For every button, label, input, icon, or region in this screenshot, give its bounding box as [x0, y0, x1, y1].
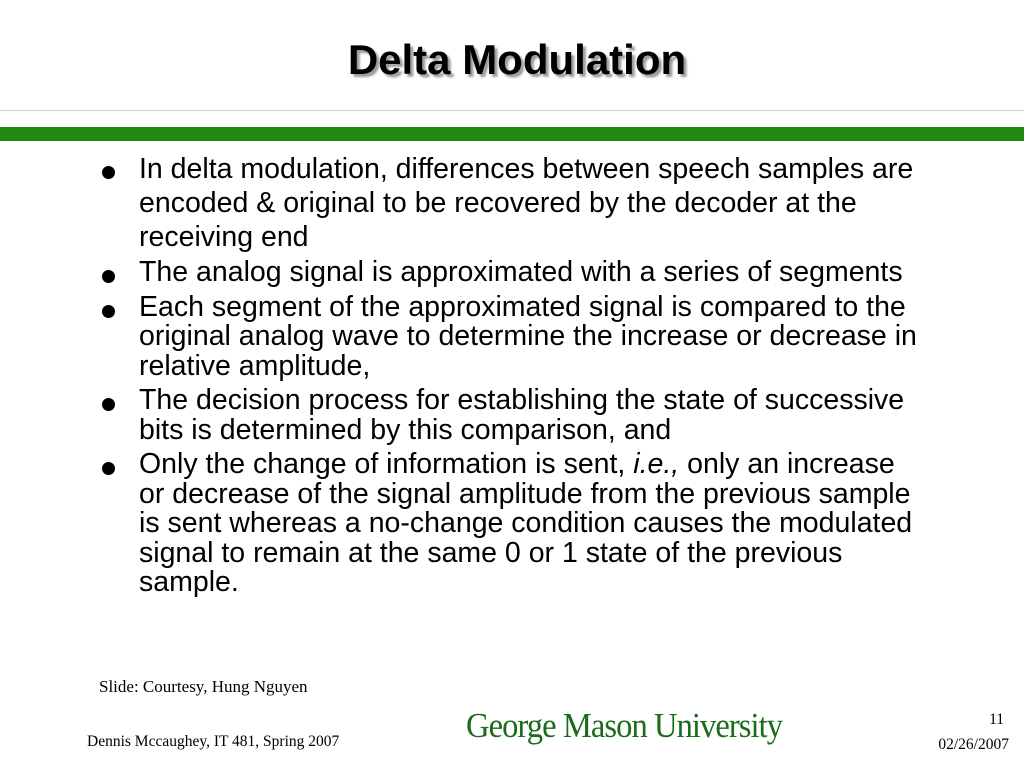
bullet-text-start: Only the change of information is sent, — [139, 448, 634, 480]
title-divider-bar — [0, 127, 1024, 141]
bullet-item — [96, 290, 926, 382]
bullet-item — [96, 258, 926, 288]
bullet-dot-icon — [102, 270, 115, 283]
bullet-text-italic: i.e., — [633, 448, 680, 480]
footer-author: Dennis Mccaughey, IT 481, Spring 2007 — [87, 733, 340, 750]
page-number: 11 — [989, 711, 1004, 728]
bullet-text-end: only an increase or decrease of the signal amplitude from the previous sample is sent whereas a no-change condition causes the modulated signal to remain at the same 0 or 1 state of the previous sample. — [139, 448, 913, 598]
bullet-item — [96, 386, 926, 445]
title-divider-thin — [0, 110, 1024, 111]
bullet-dot-icon — [102, 398, 115, 411]
bullet-text: Each segment of the approximated signal is compared to the original analog wave to determine the increase or decrease in relative amplitude, — [139, 290, 917, 382]
slide-credit: Slide: Courtesy, Hung Nguyen — [99, 677, 308, 696]
bullet-item — [96, 152, 926, 254]
bullet-text: The analog signal is approximated with a series of segments — [139, 256, 903, 288]
bullet-dot-icon — [102, 462, 115, 475]
university-logo: George Mason University — [466, 706, 783, 745]
bullet-item — [96, 450, 926, 598]
footer-date: 02/26/2007 — [938, 736, 1009, 753]
slide-title: Delta Modulation — [347, 36, 687, 83]
bullet-list — [96, 152, 926, 603]
bullet-dot-icon — [102, 305, 115, 318]
bullet-dot-icon — [102, 166, 115, 179]
bullet-text: The decision process for establishing the state of successive bits is determined by this comparison, and — [139, 384, 905, 446]
bullet-text: In delta modulation, differences between speech samples are encoded & original to be recovered by the decoder at the receiving end — [139, 153, 914, 253]
